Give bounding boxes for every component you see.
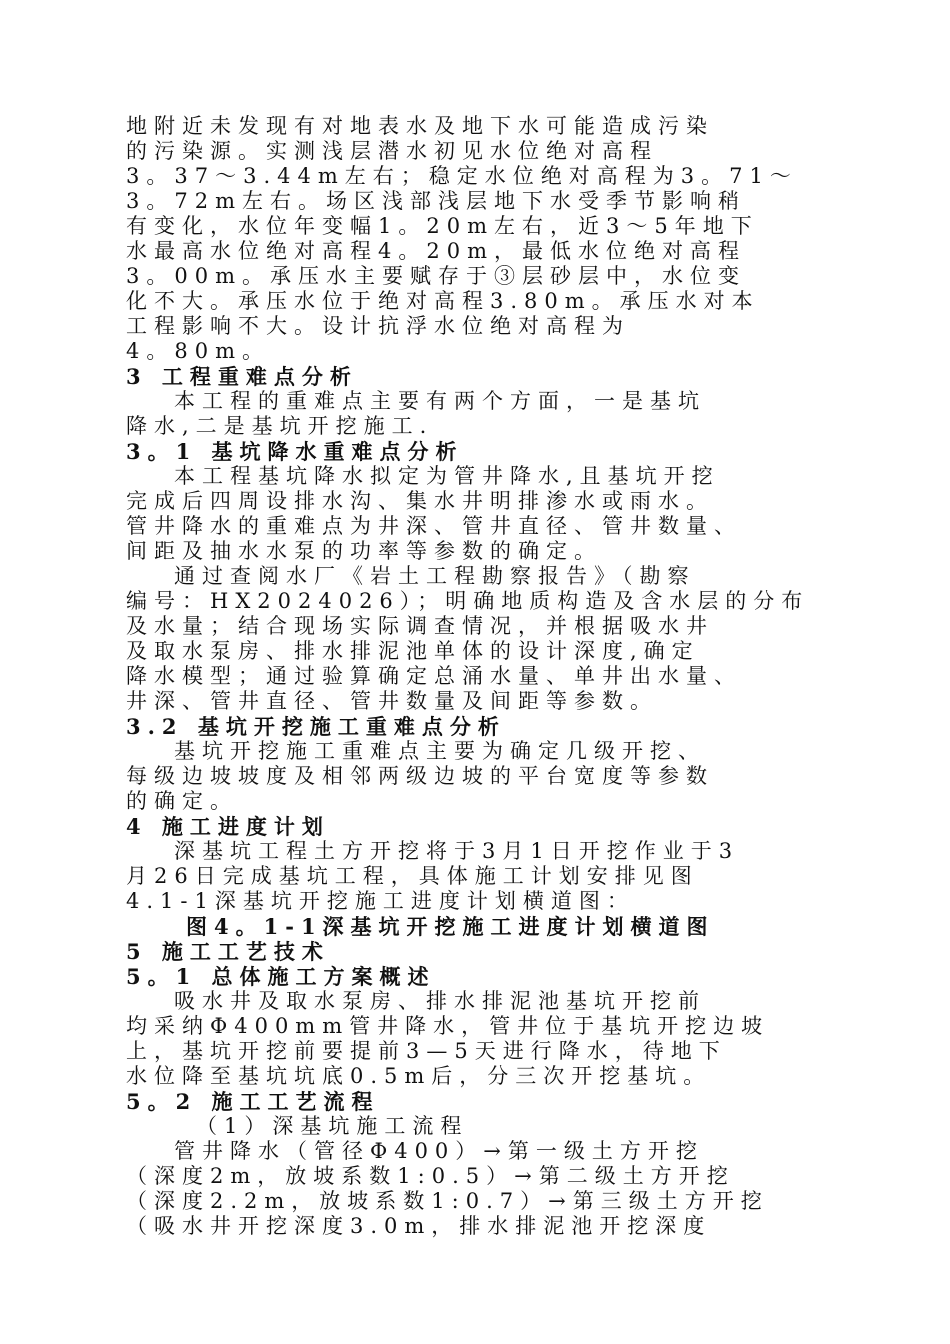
body-line: （吸水井开挖深度3.0m，排水排泥池开挖深度 [126,1214,712,1238]
body-line: 4.1-1深基坑开挖施工进度计划横道图： [126,889,635,913]
section-heading: 3。1 基坑降水重难点分析 [126,439,464,464]
body-line: 编号：HX2024026）；明确地质构造及含水层的分布 [126,589,810,613]
section-heading: 5。2 施工工艺流程 [126,1089,380,1114]
body-line: 化不大。承压水位于绝对高程3.80m。承压水对本 [126,289,760,313]
section-heading: 4 施工进度计划 [126,814,330,839]
paragraph-first-line: 本工程基坑降水拟定为管井降水,且基坑开挖 [174,464,720,488]
paragraph-first-line: 深基坑工程土方开挖将于3月1日开挖作业于3 [174,839,740,863]
body-line: 间距及抽水水泵的功率等参数的确定。 [126,539,602,563]
paragraph-first-line: 吸水井及取水泵房、排水排泥池基坑开挖前 [174,989,706,1013]
body-line: 3。37～3.44m左右；稳定水位绝对高程为3。71～ [126,164,798,188]
paragraph-first-line: 管井降水（管径Φ400）→第一级土方开挖 [174,1139,704,1163]
body-line: 有变化，水位年变幅1。20m左右，近3～5年地下 [126,214,759,238]
figure-caption: 图4。1-1深基坑开挖施工进度计划横道图 [186,914,715,939]
section-heading: 5。1 总体施工方案概述 [126,964,436,989]
body-line: 降水,二是基坑开挖施工. [126,414,434,438]
body-line: 的确定。 [126,789,238,813]
list-item-label: （1）深基坑施工流程 [196,1114,469,1138]
body-line: 井深、管井直径、管井数量及间距等参数。 [126,689,658,713]
body-line: 管井降水的重难点为井深、管井直径、管井数量、 [126,514,742,538]
body-line: 每级边坡坡度及相邻两级边坡的平台宽度等参数 [126,764,714,788]
body-line: 月26日完成基坑工程，具体施工计划安排见图 [126,864,699,888]
section-heading: 5 施工工艺技术 [126,939,330,964]
body-line: 水位降至基坑坑底0.5m后，分三次开挖基坑。 [126,1064,712,1088]
body-line: 及取水泵房、排水排泥池单体的设计深度,确定 [126,639,700,663]
body-line: 降水模型；通过验算确定总涌水量、单井出水量、 [126,664,742,688]
body-line: 的污染源。实测浅层潜水初见水位绝对高程 [126,139,658,163]
body-line: 完成后四周设排水沟、集水井明排渗水或雨水。 [126,489,714,513]
body-line: 水最高水位绝对高程4。20m，最低水位绝对高程 [126,239,746,263]
body-line: （深度2m，放坡系数1:0.5）→第二级土方开挖 [126,1164,735,1188]
body-line: 工程影响不大。设计抗浮水位绝对高程为 [126,314,630,338]
paragraph-first-line: 通过查阅水厂《岩土工程勘察报告》（勘察 [174,564,696,588]
body-line: 均采纳Φ400mm管井降水，管井位于基坑开挖边坡 [126,1014,770,1038]
body-line: 上，基坑开挖前要提前3—5天进行降水，待地下 [126,1039,727,1063]
body-line: 4。80m。 [126,339,270,363]
paragraph-first-line: 基坑开挖施工重难点主要为确定几级开挖、 [174,739,706,763]
section-heading: 3 工程重难点分析 [126,364,358,389]
body-line: 3。72m左右。场区浅部浅层地下水受季节影响稍 [126,189,746,213]
body-line: 及水量；结合现场实际调查情况，并根据吸水井 [126,614,714,638]
body-line: 3。00m。承压水主要赋存于③层砂层中，水位变 [126,264,746,288]
body-line: 地附近未发现有对地表水及地下水可能造成污染 [126,114,714,138]
paragraph-first-line: 本工程的重难点主要有两个方面，一是基坑 [174,389,706,413]
body-line: （深度2.2m，放坡系数1:0.7）→第三级土方开挖 [126,1189,769,1213]
section-heading: 3.2 基坑开挖施工重难点分析 [126,714,506,739]
